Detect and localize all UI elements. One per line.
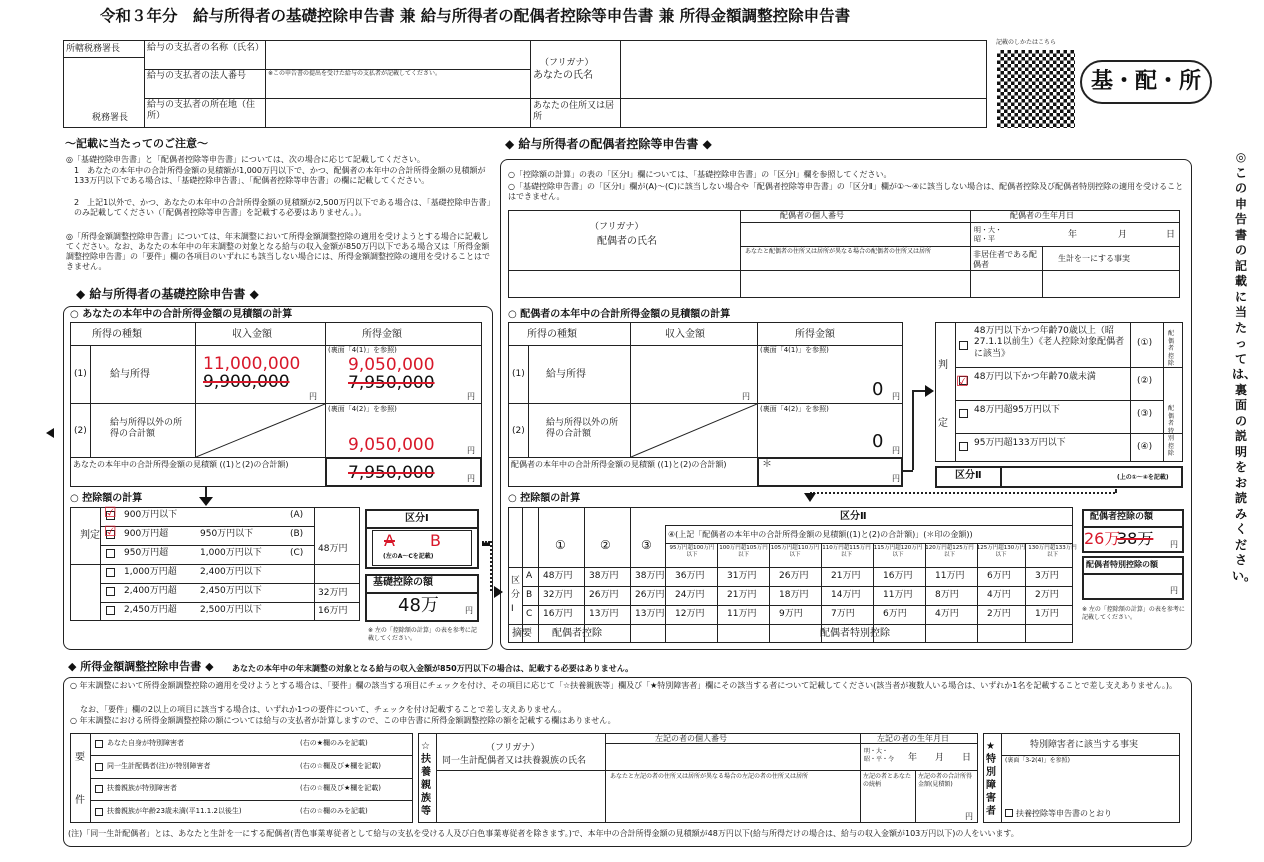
yen-unit: 円 bbox=[892, 446, 900, 455]
basic-col-type: 所得の種類 bbox=[92, 329, 142, 340]
spouse-judge-checkbox[interactable] bbox=[959, 442, 968, 451]
dep-name-field[interactable] bbox=[437, 771, 604, 822]
matrix-hline bbox=[522, 605, 1073, 606]
adjust-note2: なお、「要件」欄の2以上の項目に該当する場合は、いずれか1つの要件について、チェックを付け記載することで差し支えありません。 bbox=[80, 705, 567, 714]
dep-number-field[interactable] bbox=[606, 744, 859, 769]
matrix-hline bbox=[665, 543, 1073, 544]
req-text: あなた自身が特別障害者 bbox=[107, 739, 184, 747]
spouse-month: 月 bbox=[1118, 230, 1128, 240]
dep-year: 年 bbox=[908, 753, 918, 763]
matrix-cell: 4万円 bbox=[935, 609, 959, 619]
basic-row1-no: (1) bbox=[74, 369, 87, 379]
notes-p2: 1 あなたの本年中の合計所得金額の見積額が1,000万円以下で、かつ、配偶者の本年中の合計所得金額の見積額が133万円以下である場合は、「基礎控除申告書」、「配偶者控除等申告書」の欄に記載してください。 bbox=[74, 166, 486, 185]
basic-opt-to: 2,500万円以下 bbox=[200, 605, 262, 615]
dep-address-note: あなたと左記の者の住所又は居所が異なる場合の左記の者の住所又は居所 bbox=[610, 773, 809, 780]
spouse-note1: ○「控除額の計算」の表の「区分Ⅰ」欄については、「基礎控除申告書」の「区分Ⅰ」欄を参照してください。 bbox=[508, 170, 892, 179]
your-name-label: あなたの氏名 bbox=[533, 70, 593, 81]
dep-furigana: （フリガナ） bbox=[486, 743, 540, 753]
matrix-row-key: B bbox=[526, 590, 533, 600]
basic-amount-label: 基礎控除の額 bbox=[373, 577, 433, 588]
basic-amt-48: 48万円 bbox=[318, 544, 348, 554]
matrix-kubun2-head: 区分Ⅱ bbox=[840, 511, 867, 522]
matrix-cell: 9万円 bbox=[779, 609, 803, 619]
spouse-ref1: (裏面「4(1)」を参照) bbox=[760, 346, 829, 354]
matrix-row-key: C bbox=[526, 609, 533, 619]
spouse-note2: ○「基礎控除申告書」の「区分Ⅰ」欄が(A)～(C)に該当しない場合や「配偶者控除等申告書」の「区分Ⅱ」欄が①～④に該当しない場合は、配偶者控除及び配偶者特別控除の適用を受けることはできません。 bbox=[508, 182, 1184, 201]
basic-opt-checkbox[interactable] bbox=[106, 587, 115, 596]
matrix-cell: 3万円 bbox=[1035, 571, 1059, 581]
basic-row2-amount[interactable]: 9,050,000 bbox=[348, 435, 435, 455]
arrow-right-icon bbox=[494, 586, 504, 598]
spouse-judge-checkbox[interactable] bbox=[959, 341, 968, 350]
spouse-deduct-title: ○ 控除額の計算 bbox=[508, 493, 581, 504]
spouse-judge-checkbox[interactable] bbox=[959, 409, 968, 418]
adjust-note3: ○ 年末調整における所得金額調整控除の額については給与の支払者が計算しますので、この申告書に所得金額調整控除の額を記載する欄はありません。 bbox=[70, 716, 616, 725]
req-checkbox[interactable] bbox=[95, 763, 103, 771]
basic-opt-from: 1,000万円超 bbox=[124, 567, 177, 577]
matrix-c3: ③ bbox=[641, 538, 652, 552]
spouse-judge-text: 48万円超95万円以下 bbox=[974, 405, 1060, 415]
payer-number-field[interactable] bbox=[266, 80, 529, 97]
matrix-cell: 6万円 bbox=[987, 571, 1011, 581]
matrix-cell: 32万円 bbox=[543, 590, 573, 600]
basic-col-amount: 所得金額 bbox=[362, 329, 402, 340]
basic-amount-old: 7,950,000 bbox=[348, 373, 435, 393]
req-checkbox[interactable] bbox=[95, 808, 103, 816]
payer-name-label: 給与の支払者の名称（氏名） bbox=[147, 43, 265, 53]
dep-income: 左記の者の合計所得金額(見積額) bbox=[918, 773, 973, 788]
spouse-special-field[interactable] bbox=[1084, 575, 1182, 598]
matrix-vline bbox=[630, 507, 631, 643]
payer-name-field[interactable] bbox=[266, 41, 529, 68]
adjust-note1: ○ 年末調整において所得金額調整控除の適用を受けようとする場合は、「要件」欄の該当する項目にチェックを付け、その項目に応じて「☆扶養親族等」欄及び「★特別障害者」欄にその該当する者について記載してください(該当者が複数人いる場合は、いずれか1名を記載することで差し支えありません。)。 bbox=[70, 681, 1177, 690]
spouse-judge-text: 48万円以下かつ年齢70歳以上（昭27.1.1以前生）《老人控除対象配偶者に該当》 bbox=[974, 326, 1125, 359]
sp-fact-label: 特別障害者に該当する事実 bbox=[1030, 740, 1139, 750]
dep-day: 日 bbox=[962, 753, 972, 763]
matrix-hline bbox=[508, 624, 1073, 625]
triangle-left-icon bbox=[46, 428, 54, 438]
basic-ref2: (裏面「4(2)」を参照) bbox=[328, 405, 397, 413]
check-mark-b: ☑ bbox=[104, 524, 117, 540]
matrix-cell: 48万円 bbox=[543, 571, 573, 581]
matrix-sub-head: 125万円超130万円以下 bbox=[976, 545, 1026, 558]
matrix-row-label: 区分Ⅰ bbox=[511, 576, 521, 614]
matrix-sub-head: 130万円超133万円以下 bbox=[1028, 545, 1077, 558]
your-address-label: あなたの住所又は居所 bbox=[533, 101, 615, 123]
spouse-same-living: 生計を一にする事実 bbox=[1058, 254, 1130, 263]
req-text: 同一生計配偶者(注)が特別障害者 bbox=[107, 761, 211, 770]
matrix-cell: 2万円 bbox=[1035, 590, 1059, 600]
adjust-heading: ◆ 所得金額調整控除申告書 ◆ bbox=[68, 660, 214, 673]
check-mark-2: ☑ bbox=[956, 374, 969, 390]
arrow-down-icon bbox=[199, 497, 213, 507]
matrix-cell: 26万円 bbox=[779, 571, 809, 581]
yen-unit: 円 bbox=[309, 392, 317, 401]
spouse-row2-label: 給与所得以外の所得の合計額 bbox=[546, 418, 619, 440]
spouse-row2-amount[interactable]: 0 bbox=[872, 431, 884, 452]
basic-deduct-title: ○ 控除額の計算 bbox=[70, 493, 143, 504]
payer-number-label: 給与の支払者の法人番号 bbox=[147, 71, 247, 81]
diagonal-line bbox=[631, 404, 757, 457]
matrix-cell: 16万円 bbox=[883, 571, 913, 581]
matrix-col4-head: ④(上記「配偶者の本年中の合計所得金額の見積額((1)と(2)の合計額)」(＊印の金額)) bbox=[668, 530, 973, 539]
basic-amt-16: 16万円 bbox=[318, 606, 348, 616]
sp-checkbox[interactable] bbox=[1005, 809, 1013, 817]
spouse-side2: 配偶者特別控除 bbox=[1168, 405, 1175, 457]
matrix-cell: 12万円 bbox=[675, 609, 705, 619]
sp-ref: (裏面「3-2(4)」を参照) bbox=[1005, 757, 1070, 764]
basic-opt-from: 2,450万円超 bbox=[124, 605, 177, 615]
matrix-cell: 11万円 bbox=[727, 609, 757, 619]
payer-number-note: ※この申告書の提出を受けた給与の支払者が記載してください。 bbox=[268, 70, 442, 77]
spouse-day: 日 bbox=[1166, 230, 1176, 240]
req-text: 扶養親族が特別障害者 bbox=[107, 784, 177, 792]
req-note: (右の☆欄のみを記載) bbox=[300, 806, 368, 815]
basic-income-new[interactable]: 11,000,000 bbox=[203, 354, 301, 374]
spouse-side1: 配偶者控除 bbox=[1168, 330, 1175, 367]
matrix-cell: 11万円 bbox=[883, 590, 913, 600]
spouse-judge-text: 48万円以下かつ年齢70歳未満 bbox=[974, 372, 1096, 382]
basic-row2-no: (2) bbox=[74, 426, 87, 436]
basic-income-old: 9,900,000 bbox=[203, 372, 290, 392]
yen-unit: 円 bbox=[892, 392, 900, 401]
matrix-cell: 26万円 bbox=[635, 590, 665, 600]
check-mark-a: ☑ bbox=[104, 505, 117, 521]
kubun1-note: (左のA～Cを記載) bbox=[383, 553, 434, 560]
spouse-total-label: 配偶者の本年中の合計所得金額の見積額 ((1)と(2)の合計額) bbox=[511, 460, 727, 469]
basic-total-amount: 7,950,000 bbox=[348, 463, 435, 483]
yen-unit: 円 bbox=[467, 392, 475, 401]
dep-name-label: 同一生計配偶者又は扶養親族の氏名 bbox=[442, 756, 587, 766]
matrix-cell: 31万円 bbox=[727, 571, 757, 581]
basic-ref1: (裏面「4(1)」を参照) bbox=[328, 346, 397, 354]
req-char2: 件 bbox=[75, 795, 85, 806]
matrix-sum2: 配偶者特別控除 bbox=[820, 628, 890, 639]
arrow-down-icon bbox=[804, 493, 816, 503]
spouse-judge-char1: 判 bbox=[938, 360, 948, 371]
spouse-name-label: 配偶者の氏名 bbox=[597, 236, 657, 247]
kubun2-note: (上の①～④を記載) bbox=[1117, 474, 1169, 481]
spouse-era: 明・大・昭・平 bbox=[974, 226, 1002, 243]
basic-amt-32: 32万円 bbox=[318, 588, 348, 598]
basic-opt-key: (B) bbox=[290, 529, 304, 539]
matrix-cell: 4万円 bbox=[987, 590, 1011, 600]
matrix-hline bbox=[665, 525, 1073, 526]
star-mark: ＊ bbox=[762, 459, 772, 470]
matrix-cell: 2万円 bbox=[987, 609, 1011, 619]
dep-birth-label: 左記の者の生年月日 bbox=[877, 734, 949, 743]
spouse-col-type: 所得の種類 bbox=[527, 329, 577, 340]
matrix-vline bbox=[538, 507, 539, 643]
spouse-non-resident: 非居住者である配偶者 bbox=[973, 250, 1037, 269]
basic-opt-to: 2,400万円以下 bbox=[200, 567, 262, 577]
spouse-amount-label: 配偶者控除の額 bbox=[1090, 512, 1154, 522]
side-instruction: ◎この申告書の記載に当たっては、裏面の説明をお読みください。 bbox=[1232, 150, 1257, 583]
basic-heading: ◆ 給与所得者の基礎控除申告書 ◆ bbox=[76, 287, 259, 301]
basic-opt-from: 950万円超 bbox=[124, 548, 169, 558]
star-sp-label: ★特別障害者 bbox=[986, 741, 996, 817]
spouse-row1-no: (1) bbox=[512, 369, 525, 379]
form-badge: 基・配・所 bbox=[1080, 60, 1212, 104]
basic-row2-label: 給与所得以外の所得の合計額 bbox=[110, 418, 183, 440]
matrix-cell: 21万円 bbox=[831, 571, 861, 581]
matrix-cell: 11万円 bbox=[935, 571, 965, 581]
matrix-cell: 13万円 bbox=[635, 609, 665, 619]
spouse-judge-key: (③) bbox=[1137, 409, 1153, 419]
yen-unit: 円 bbox=[892, 474, 900, 483]
matrix-vline bbox=[522, 507, 523, 643]
spouse-judge-key: (①) bbox=[1137, 338, 1153, 348]
payer-address-field[interactable] bbox=[266, 99, 529, 127]
matrix-cell: 38万円 bbox=[635, 571, 665, 581]
qr-caption: 記載のしかたはこちら bbox=[996, 39, 1057, 46]
basic-opt-checkbox[interactable] bbox=[106, 568, 115, 577]
basic-opt-from: 900万円超 bbox=[124, 529, 169, 539]
basic-amount-value[interactable]: 48万 bbox=[398, 595, 439, 616]
basic-opt-key: (A) bbox=[290, 510, 304, 520]
adjust-heading-note: あなたの本年中の年末調整の対象となる給与の収入金額が850万円以下の場合は、記載する必要はありません。 bbox=[232, 664, 634, 673]
spouse-row2-no: (2) bbox=[512, 426, 525, 436]
office-label: 所轄税務署長 bbox=[66, 44, 121, 54]
notes-p3: 2 上記1以外で、かつ、あなたの本年中の合計所得金額の見積額が2,500万円以下である場合は、「基礎控除申告書」のみ記載してください（「配偶者控除等申告書」を記載する必要はありません。）。 bbox=[74, 198, 491, 217]
req-text: 扶養親族が年齢23歳未満(平11.1.2以後生) bbox=[107, 806, 242, 815]
adjust-footnote: (注)「同一生計配偶者」とは、あなたと生計を一にする配偶者(青色事業専従者として給与の支払を受ける人及び白色事業専従者を除きます。)で、本年中の合計所得金額の見積額が48万円以下(給与所得だけの場合は、給与の収入金額が103万円以下)の人をいいます。 bbox=[68, 829, 1019, 838]
req-checkbox[interactable] bbox=[95, 740, 103, 748]
basic-opt-key: (C) bbox=[290, 548, 304, 558]
spouse-amount-old: 38万 bbox=[1117, 529, 1154, 548]
matrix-cell: 26万円 bbox=[589, 590, 619, 600]
spouse-col-income: 収入金額 bbox=[665, 329, 705, 340]
your-address-field[interactable] bbox=[621, 99, 986, 127]
spouse-judge-text: 95万円超133万円以下 bbox=[974, 438, 1066, 448]
basic-opt-from: 900万円以下 bbox=[124, 510, 178, 520]
arrow-right-icon bbox=[925, 385, 935, 397]
spouse-birth-label: 配偶者の生年月日 bbox=[1010, 211, 1074, 220]
form-title: 令和３年分 給与所得者の基礎控除申告書 兼 給与所得者の配偶者控除等申告書 兼 所得金額調整控除申告書 bbox=[100, 7, 851, 25]
diagonal-line bbox=[196, 404, 325, 457]
spouse-furigana-label: （フリガナ） bbox=[590, 222, 644, 232]
basic-col-income: 収入金額 bbox=[232, 329, 272, 340]
basic-row1-label: 給与所得 bbox=[110, 369, 150, 380]
yen-unit: 円 bbox=[965, 812, 973, 821]
matrix-cell: 21万円 bbox=[727, 590, 757, 600]
dep-number-label: 左記の者の個人番号 bbox=[655, 734, 727, 743]
spouse-address-note: あなたと配偶者の住所又は居所が異なる場合の配偶者の住所又は居所 bbox=[745, 248, 932, 255]
basic-opt-to: 1,000万円以下 bbox=[200, 548, 262, 558]
notes-p1: ◎「基礎控除申告書」と「配偶者控除等申告書」については、次の場合に応じて記載してください。 bbox=[66, 155, 425, 164]
spouse-special-label: 配偶者特別控除の額 bbox=[1086, 560, 1158, 569]
matrix-c1: ① bbox=[555, 538, 566, 552]
sp-check-label: 扶養控除等申告書のとおり bbox=[1016, 809, 1112, 818]
req-checkbox[interactable] bbox=[95, 785, 103, 793]
req-note: (右の☆欄及び★欄を記載) bbox=[300, 784, 382, 792]
star-dep-label: ☆扶養親族等 bbox=[421, 741, 431, 817]
spouse-col-amount: 所得金額 bbox=[795, 329, 835, 340]
yen-unit: 円 bbox=[467, 474, 475, 483]
basic-opt-to: 950万円以下 bbox=[200, 529, 254, 539]
matrix-cell: 24万円 bbox=[675, 590, 705, 600]
basic-opt-checkbox[interactable] bbox=[106, 549, 115, 558]
req-char1: 要 bbox=[75, 752, 85, 763]
matrix-sub-head: 100万円超105万円以下 bbox=[719, 545, 768, 558]
basic-calc-title: ○ あなたの本年中の合計所得金額の見積額の計算 bbox=[70, 309, 293, 320]
matrix-cell: 7万円 bbox=[831, 609, 855, 619]
req-note: (右の★欄のみを記載) bbox=[300, 739, 368, 747]
basic-judge-label: 判定 bbox=[80, 530, 100, 541]
matrix-row-key: A bbox=[526, 571, 533, 581]
sp-fact-field[interactable] bbox=[1005, 766, 1175, 806]
matrix-cell: 18万円 bbox=[779, 590, 809, 600]
your-furigana-label: （フリガナ） bbox=[540, 58, 594, 68]
matrix-cell: 16万円 bbox=[543, 609, 573, 619]
yen-unit: 円 bbox=[467, 446, 475, 455]
matrix-summary: 摘要 bbox=[512, 628, 532, 639]
spouse-name-field[interactable] bbox=[509, 271, 739, 297]
matrix-cell: 13万円 bbox=[589, 609, 619, 619]
spouse-row1-label: 給与所得 bbox=[546, 369, 586, 380]
spouse-number-field[interactable] bbox=[741, 223, 969, 245]
matrix-cell: 14万円 bbox=[831, 590, 861, 600]
basic-opt-checkbox[interactable] bbox=[106, 606, 115, 615]
matrix-c2: ② bbox=[600, 538, 611, 552]
matrix-vline bbox=[584, 507, 585, 643]
matrix-sub-head: 115万円超120万円以下 bbox=[873, 545, 923, 558]
matrix-sum1: 配偶者控除 bbox=[552, 628, 602, 639]
kubun1-new: B bbox=[430, 531, 441, 550]
matrix-cell: 6万円 bbox=[883, 609, 907, 619]
basic-amount-new[interactable]: 9,050,000 bbox=[348, 355, 435, 375]
dep-month: 月 bbox=[935, 753, 945, 763]
matrix-cell: 8万円 bbox=[935, 590, 959, 600]
kubun1-label: 区分Ⅰ bbox=[405, 513, 429, 524]
qr-code[interactable] bbox=[997, 50, 1075, 128]
sp-check-row bbox=[1005, 809, 1112, 818]
your-name-field[interactable] bbox=[621, 41, 986, 97]
matrix-hline bbox=[522, 586, 1073, 587]
spouse-amount-new[interactable]: 26万 bbox=[1084, 529, 1121, 548]
dep-relation: 左記の者とあなたの続柄 bbox=[863, 773, 912, 788]
spouse-amount-note: ※ 左の「控除額の計算」の表を参考に記載してください。 bbox=[1082, 606, 1185, 621]
spouse-row1-amount[interactable]: 0 bbox=[872, 379, 884, 400]
req-note: (右の☆欄及び★欄を記載) bbox=[300, 761, 382, 770]
yen-unit: 円 bbox=[465, 606, 473, 615]
kubun2-label: 区分Ⅱ bbox=[955, 470, 982, 481]
yen-unit: 円 bbox=[1170, 540, 1178, 549]
matrix-sub-head: 110万円超115万円以下 bbox=[822, 545, 871, 558]
spouse-total-box[interactable] bbox=[757, 457, 903, 487]
notes-p4: ◎「所得金額調整控除申告書」については、年末調整において所得金額調整控除の適用を受けようとする場合に記載してください。なお、あなたの本年中の年末調整の対象となる給与の収入金額が850万円以下である場合又は「所得金額調整控除申告書」の「要件」欄の各項目のいずれにも該当しない場合には、所得金額調整控除の適用を受けることはできません。 bbox=[66, 232, 490, 271]
basic-total-label: あなたの本年中の合計所得金額の見積額 ((1)と(2)の合計額) bbox=[73, 460, 289, 469]
basic-opt-from: 2,400万円超 bbox=[124, 586, 177, 596]
spouse-calc-title: ○ 配偶者の本年中の合計所得金額の見積額の計算 bbox=[508, 309, 731, 320]
yen-unit: 円 bbox=[742, 392, 750, 401]
matrix-sub-head: 95万円超100万円以下 bbox=[669, 545, 715, 558]
matrix-cell: 36万円 bbox=[675, 571, 705, 581]
basic-opt-to: 2,450万円以下 bbox=[200, 586, 262, 596]
spouse-judge-char2: 定 bbox=[938, 418, 948, 429]
dep-era: 明・大・昭・平・令 bbox=[864, 748, 895, 763]
matrix-cell: 38万円 bbox=[589, 571, 619, 581]
spouse-judge-key: (②) bbox=[1137, 376, 1153, 386]
spouse-number-label: 配偶者の個人番号 bbox=[780, 211, 844, 220]
spouse-year: 年 bbox=[1068, 230, 1078, 240]
basic-amount-note: ※ 左の「控除額の計算」の表を参考に記載してください。 bbox=[368, 627, 477, 642]
matrix-cell: 1万円 bbox=[1035, 609, 1059, 619]
matrix-sub-head: 120万円超125万円以下 bbox=[925, 545, 974, 558]
spouse-ref2: (裏面「4(2)」を参照) bbox=[760, 405, 829, 413]
matrix-sub-head: 105万円超110万円以下 bbox=[770, 545, 820, 558]
office-suffix: 税務署長 bbox=[92, 113, 129, 123]
kubun1-old: A bbox=[384, 531, 395, 550]
spouse-heading: ◆ 給与所得者の配偶者控除等申告書 ◆ bbox=[505, 137, 712, 151]
notes-heading: 〜記載に当たってのご注意〜 bbox=[65, 137, 208, 150]
payer-address-label: 給与の支払者の所在地（住所） bbox=[147, 100, 256, 122]
yen-unit: 円 bbox=[1170, 586, 1178, 595]
matrix-hline bbox=[508, 567, 1073, 568]
spouse-judge-key: (④) bbox=[1137, 442, 1153, 452]
